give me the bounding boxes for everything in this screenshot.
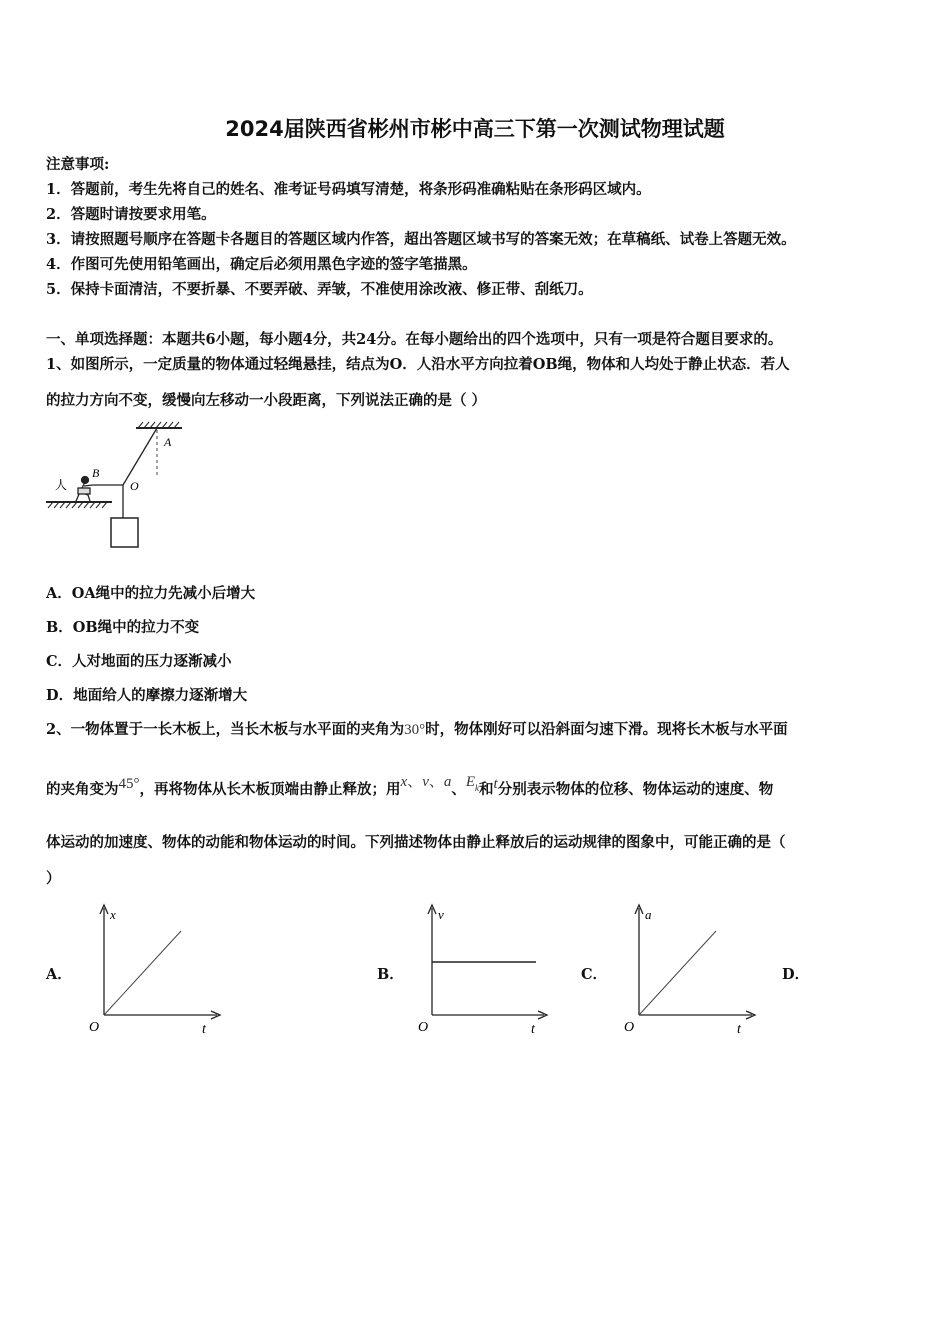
graph-b-origin: O (418, 1020, 429, 1035)
q2-option-b: B． (377, 966, 404, 983)
label-a: A (164, 435, 172, 449)
graph-b (414, 900, 554, 1040)
notice-item-1: 1．答题前，考生先将自己的姓名、准考证号码填写清楚，将条形码准确粘贴在条形码区域内。 (46, 181, 651, 198)
graph-a-xlabel: t (202, 1022, 206, 1037)
graph-c-xlabel: t (737, 1022, 741, 1037)
label-o: O (130, 479, 139, 493)
q1-option-d: D．地面给人的摩擦力逐渐增大 (46, 687, 248, 704)
graph-c-ylabel: a (645, 907, 652, 922)
symbol-ek: E (465, 774, 476, 790)
sep-2: 、 (428, 774, 444, 790)
q2-line2-mid: ，再将物体从长木板顶端由静止释放；用 (139, 781, 401, 798)
label-b: B (92, 466, 100, 480)
graph-a (85, 900, 225, 1040)
symbol-x: x (400, 774, 408, 790)
symbol-ek-sub: k (475, 783, 480, 793)
word-he: 和 (479, 781, 494, 798)
q2-option-a: A． (46, 966, 72, 983)
section-heading: 一、单项选择题：本题共6小题，每小题4分，共24分。在每小题给出的四个选项中，只有一项是符合题目要求的。 (46, 331, 783, 348)
q2-line2-post: 分别表示物体的位移、物体运动的速度、物 (497, 781, 774, 798)
q2-text-line3: 体运动的加速度、物体的动能和物体运动的时间。下列描述物体由静止释放后的运动规律的图象中，可能正确的是（ (46, 834, 786, 851)
symbol-t: t (493, 776, 498, 792)
q1-option-b: B．OB绳中的拉力不变 (46, 619, 200, 636)
graph-c-origin: O (624, 1020, 635, 1035)
graph-b-xlabel: t (531, 1022, 535, 1037)
page-title: 2024届陕西省彬州市彬中高三下第一次测试物理试题 (225, 117, 725, 141)
notice-item-3: 3．请按照题号顺序在答题卡各题目的答题区域内作答，超出答题区域书写的答案无效；在草稿纸、试卷上答题无效。 (46, 231, 796, 248)
graph-b-ylabel: v (438, 907, 444, 922)
sep-1: 、 (407, 774, 423, 790)
person-figure (76, 477, 93, 502)
graph-a-ylabel: x (110, 907, 116, 922)
q2-option-c: C． (581, 966, 608, 983)
notice-item-2: 2．答题时请按要求用笔。 (46, 206, 216, 223)
q2-text-line4: ） (46, 870, 61, 887)
q1-option-a: A．OA绳中的拉力先减小后增大 (46, 585, 256, 602)
angle-30: 30° (404, 722, 426, 738)
graph-a-origin: O (89, 1020, 100, 1035)
symbol-v: v (422, 774, 429, 790)
q1-text-line2: 的拉力方向不变，缓慢向左移动一小段距离，下列说法正确的是（ ） (46, 392, 487, 409)
notice-item-5: 5．保持卡面清洁，不要折暴、不要弄破、弄皱，不准使用涂改液、修正带、刮纸刀。 (46, 281, 593, 298)
q1-figure (40, 420, 210, 555)
angle-45: 45° (118, 776, 140, 792)
q2-line1-pre: 2、一物体置于一长木板上，当长木板与水平面的夹角为 (46, 721, 405, 738)
notice-item-4: 4．作图可先使用铅笔画出，确定后必须用黑色字迹的签字笔描黑。 (46, 256, 477, 273)
q2-option-d: D． (782, 966, 810, 983)
symbol-a: a (443, 774, 452, 790)
q1-option-c: C．人对地面的压力逐渐减小 (46, 653, 232, 670)
sep-3: 、 (451, 781, 466, 798)
q2-line2-pre: 的夹角变为 (46, 781, 119, 798)
q2-line1-post: 时，物体刚好可以沿斜面匀速下滑。现将长木板与水平面 (425, 721, 788, 738)
q1-text-line1: 1、如图所示，一定质量的物体通过轻绳悬挂，结点为O．人沿水平方向拉着OB绳，物体和人均处于静止状态．若人 (46, 356, 790, 373)
q2-text-line1 (46, 718, 788, 739)
graph-c (620, 900, 760, 1040)
notice-heading: 注意事项: (46, 156, 110, 173)
q2-text-line2 (46, 774, 774, 799)
label-person: 人 (55, 478, 68, 492)
hanging-block (111, 518, 138, 547)
